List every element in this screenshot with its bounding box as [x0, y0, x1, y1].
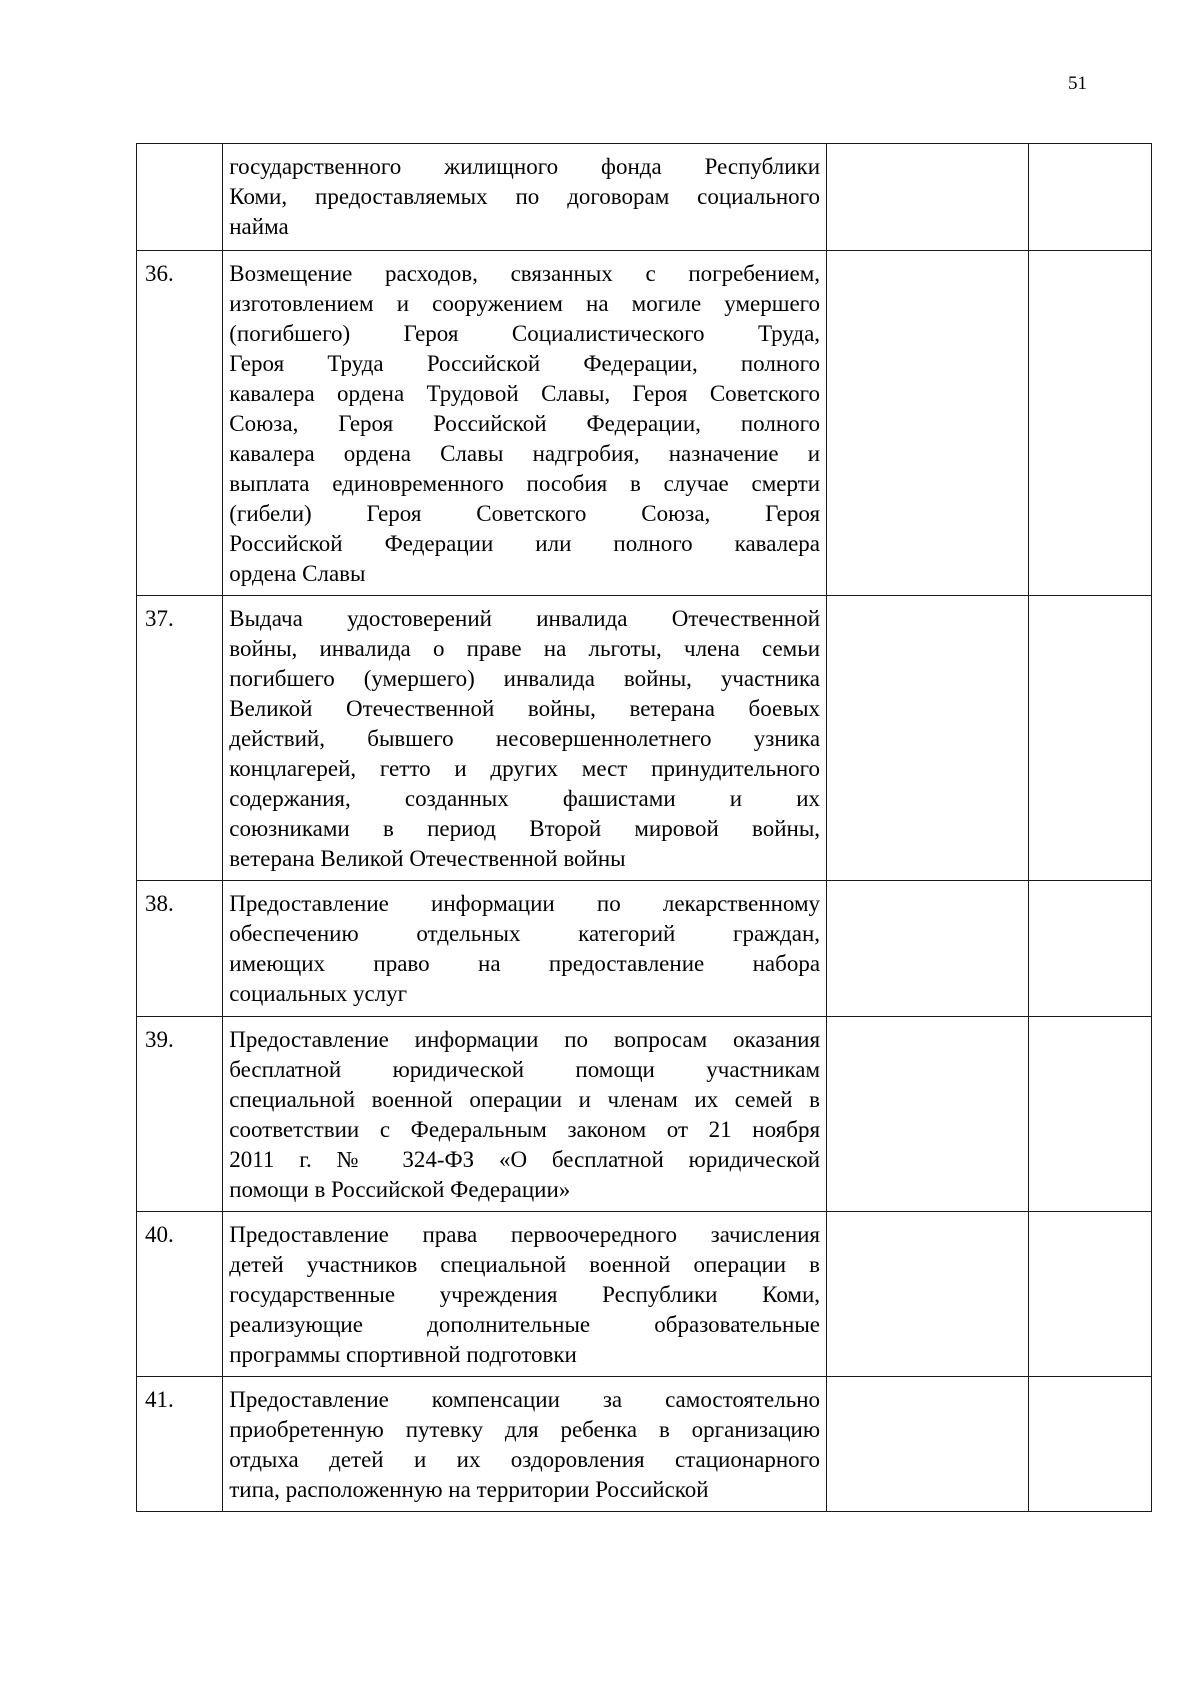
service-name-line: государственного жилищного фонда Республики	[229, 154, 821, 179]
service-name-line: Предоставление права первоочередного зачисления	[229, 1222, 821, 1247]
service-name-line: Российской Федерации или полного кавалера	[229, 531, 821, 556]
service-name	[223, 596, 827, 881]
service-name-line: Возмещение расходов, связанных с погребением,	[229, 261, 821, 286]
service-name-line: союзниками в период Второй мировой войны,	[229, 816, 821, 841]
table-row	[137, 1377, 1152, 1512]
empty-cell	[1028, 1212, 1151, 1377]
service-name-line: выплата единовременного пособия в случае смерти	[229, 471, 821, 496]
service-name	[223, 1212, 827, 1377]
service-name-line: Предоставление информации по вопросам оказания	[229, 1027, 821, 1052]
table-row	[137, 144, 1152, 251]
table-row	[137, 596, 1152, 881]
service-name	[223, 251, 827, 596]
service-name-line: изготовлением и сооружением на могиле умершего	[229, 291, 821, 316]
empty-cell	[1028, 881, 1151, 1017]
service-name-line: кавалера ордена Славы надгробия, назначение и	[229, 441, 821, 466]
service-name	[223, 881, 827, 1017]
row-number: 41.	[137, 1377, 223, 1512]
empty-cell	[1028, 596, 1151, 881]
service-name	[223, 1017, 827, 1212]
empty-cell	[1028, 1017, 1151, 1212]
service-name-line: типа, расположенную на территории Российской	[229, 1477, 709, 1502]
service-name-line: войны, инвалида о праве на льготы, члена семьи	[229, 636, 821, 661]
service-name-line: имеющих право на предоставление набора	[229, 951, 821, 976]
service-name	[223, 1377, 827, 1512]
row-number: 36.	[137, 251, 223, 596]
service-name-line: обеспечению отдельных категорий граждан,	[229, 921, 821, 946]
service-name-line: Предоставление компенсации за самостоятельно	[229, 1387, 821, 1412]
row-number: 39.	[137, 1017, 223, 1212]
table-body	[137, 144, 1152, 1512]
service-name-line: (погибшего) Героя Социалистического Труда,	[229, 321, 821, 346]
table-row	[137, 1212, 1152, 1377]
service-name-line: программы спортивной подготовки	[229, 1342, 577, 1367]
row-number: 38.	[137, 881, 223, 1017]
service-name-line: отдыха детей и их оздоровления стационарного	[229, 1447, 821, 1472]
service-name-line: бесплатной юридической помощи участникам	[229, 1057, 821, 1082]
service-name-line: Коми, предоставляемых по договорам социального	[229, 184, 821, 209]
empty-cell	[827, 1017, 1029, 1212]
row-number: 37.	[137, 596, 223, 881]
service-name-line: Выдача удостоверений инвалида Отечественной	[229, 606, 821, 631]
service-name-line: Союза, Героя Российской Федерации, полного	[229, 411, 821, 436]
service-name-line: Предоставление информации по лекарственному	[229, 891, 821, 916]
empty-cell	[827, 251, 1029, 596]
table-row	[137, 1017, 1152, 1212]
table-row	[137, 881, 1152, 1017]
empty-cell	[1028, 1377, 1151, 1512]
empty-cell	[827, 881, 1029, 1017]
empty-cell	[827, 144, 1029, 251]
service-name-line: детей участников специальной военной операции в	[229, 1252, 821, 1277]
service-name-line: специальной военной операции и членам их семей в	[229, 1087, 821, 1112]
empty-cell	[1028, 144, 1151, 251]
service-name-line: ордена Славы	[229, 561, 366, 586]
service-name-line: реализующие дополнительные образовательные	[229, 1312, 821, 1337]
service-name-line: содержания, созданных фашистами и их	[229, 786, 821, 811]
empty-cell	[827, 1212, 1029, 1377]
service-name-line: соответствии с Федеральным законом от 21 ноября	[229, 1117, 821, 1142]
service-name-line: действий, бывшего несовершеннолетнего узника	[229, 726, 821, 751]
service-name-line: Великой Отечественной войны, ветерана боевых	[229, 696, 821, 721]
service-name-line: ветерана Великой Отечественной войны	[229, 846, 626, 871]
service-name-line: приобретенную путевку для ребенка в организацию	[229, 1417, 821, 1442]
service-name-line: погибшего (умершего) инвалида войны, участника	[229, 666, 821, 691]
empty-cell	[827, 596, 1029, 881]
service-name-line: социальных услуг	[229, 981, 408, 1006]
service-name-line: 2011 г. № 324-ФЗ «О бесплатной юридической	[229, 1147, 821, 1172]
service-name-line: кавалера ордена Трудовой Славы, Героя Советского	[229, 381, 821, 406]
row-number: 40.	[137, 1212, 223, 1377]
service-name-line: найма	[229, 214, 289, 239]
service-name-line: концлагерей, гетто и других мест принудительного	[229, 756, 821, 781]
service-name-line: государственные учреждения Республики Коми,	[229, 1282, 821, 1307]
service-name-line: помощи в Российской Федерации»	[229, 1177, 571, 1202]
empty-cell	[827, 1377, 1029, 1512]
table-row	[137, 251, 1152, 596]
row-number	[137, 144, 223, 251]
page-number: 51	[1068, 73, 1087, 94]
service-name-line: (гибели) Героя Советского Союза, Героя	[229, 501, 821, 526]
service-name-line: Героя Труда Российской Федерации, полного	[229, 351, 821, 376]
services-table	[136, 143, 1152, 1512]
service-name	[223, 144, 827, 251]
empty-cell	[1028, 251, 1151, 596]
